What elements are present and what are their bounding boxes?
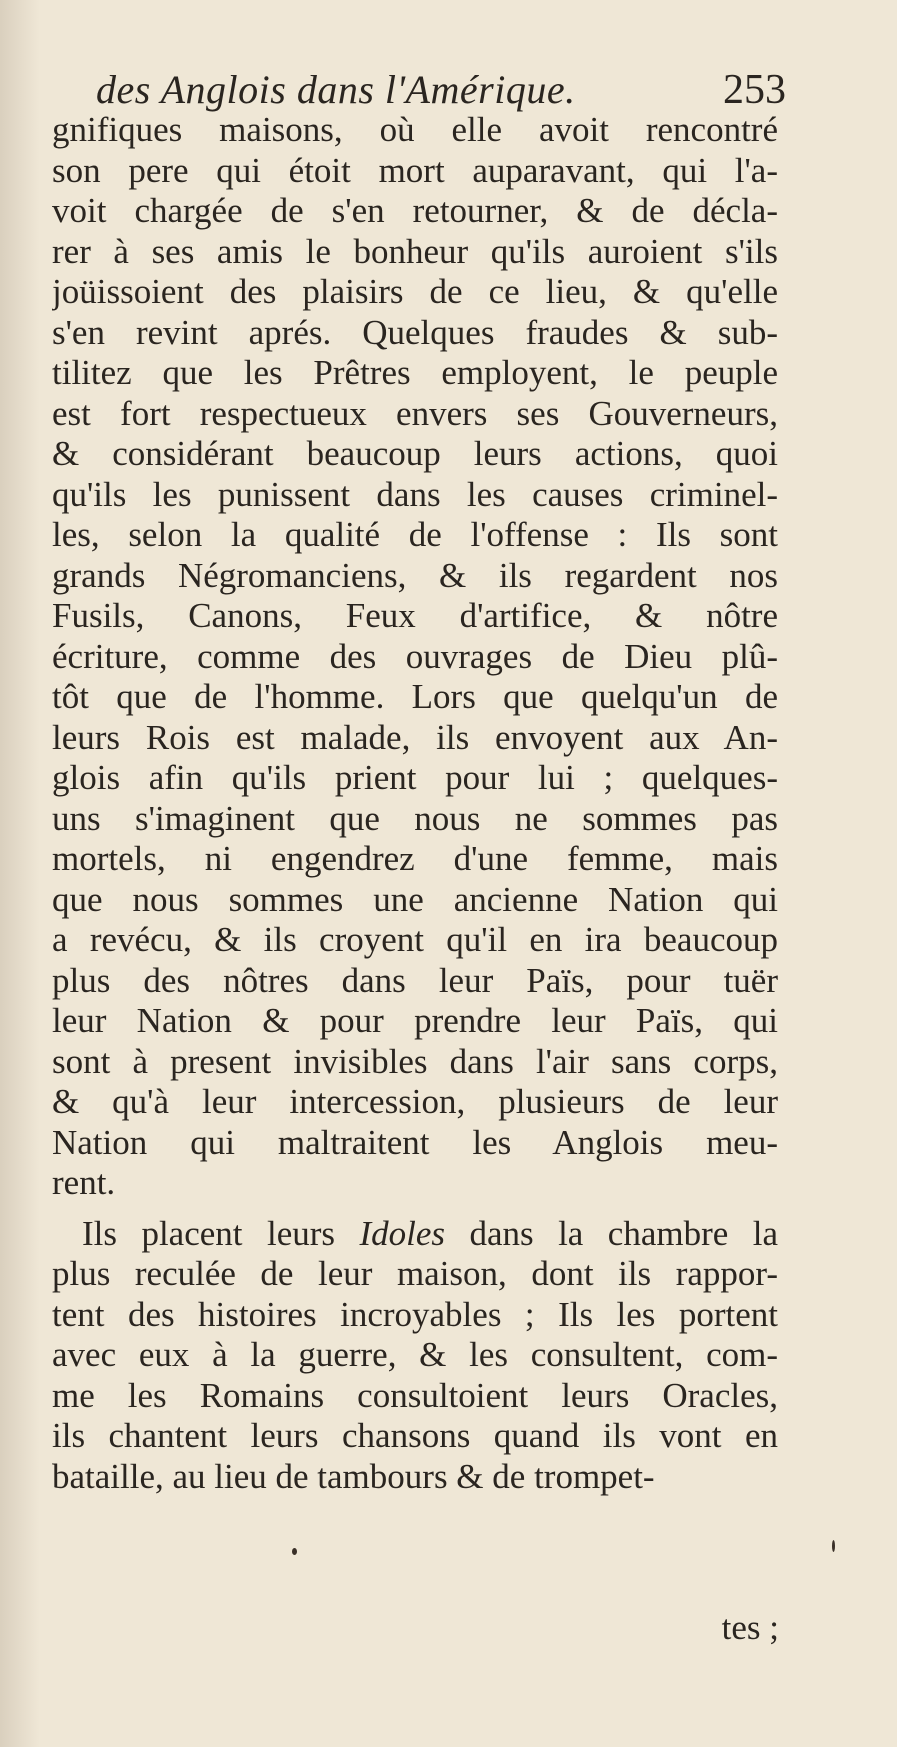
page-number: 253 (723, 67, 786, 113)
text-line: leurs Rois est malade, ils envoyent aux An- (52, 717, 778, 757)
text-line: Ils placent leurs Idoles dans la chambre la (82, 1213, 778, 1253)
running-title: des Anglois dans l'Amérique. (96, 67, 576, 112)
text-line: a revécu, & ils croyent qu'il en ira beaucoup (52, 920, 778, 959)
body-text (52, 110, 778, 1497)
ink-speck (292, 1548, 297, 1555)
gutter-shadow (0, 0, 40, 1747)
paragraph (52, 1214, 778, 1498)
text-line: tilitez que les Prêtres employent, le peuple (52, 353, 778, 392)
text-line: rent. (52, 1163, 116, 1202)
text-line: mortels, ni engendrez d'une femme, mais (52, 839, 778, 878)
text-line: sont à present invisibles dans l'air sans corps, (52, 1041, 778, 1081)
text-line: s'en revint aprés. Quelques fraudes & sub- (52, 312, 778, 352)
text-line: tent des histoires incroyables ; Ils les portent (52, 1294, 778, 1334)
text-line: avec eux à la guerre, & les consultent, com- (52, 1335, 778, 1374)
text-line: Nation qui maltraitent les Anglois meu- (52, 1122, 778, 1162)
text-line: plus des nôtres dans leur Païs, pour tuër (52, 960, 778, 1000)
text-line: ils chantent leurs chansons quand ils vont en (52, 1416, 778, 1455)
text-line: plus reculée de leur maison, dont ils rappor- (52, 1254, 778, 1293)
text-line: & considérant beaucoup leurs actions, quoi (52, 434, 778, 473)
italic-word: Idoles (359, 1213, 446, 1253)
text-line: joüissoient des plaisirs de ce lieu, & qu'elle (52, 272, 778, 311)
text-line: est fort respectueux envers ses Gouverneurs, (52, 393, 778, 433)
text-line: voit chargée de s'en retourner, & de décla- (52, 191, 778, 230)
ink-speck (832, 1540, 835, 1552)
text-line: grands Négromanciens, & ils regardent nos (52, 555, 778, 595)
text-line: que nous sommes une ancienne Nation qui (52, 879, 778, 919)
paragraph (52, 110, 778, 1204)
text-line: rer à ses amis le bonheur qu'ils auroient s'ils (52, 231, 778, 271)
text-line: glois afin qu'ils prient pour lui ; quelques- (52, 758, 778, 797)
text-line: bataille, au lieu de tambours & de trompet- (52, 1456, 655, 1496)
text-line: gnifiques maisons, où elle avoit rencontré (52, 110, 778, 149)
text-line: Fusils, Canons, Feux d'artifice, & nôtre (52, 596, 778, 635)
text-line: tôt que de l'homme. Lors que quelqu'un de (52, 677, 778, 716)
text-line: uns s'imaginent que nous ne sommes pas (52, 798, 778, 838)
catchword: tes ; (721, 1608, 779, 1647)
text-line: son pere qui étoit mort auparavant, qui l'a- (52, 150, 778, 190)
text-line: leur Nation & pour prendre leur Païs, qui (52, 1001, 778, 1040)
text-line: les, selon la qualité de l'offense : Ils sont (52, 515, 778, 554)
text-line: écriture, comme des ouvrages de Dieu plû- (52, 636, 778, 676)
text-line: qu'ils les punissent dans les causes criminel- (52, 474, 778, 514)
text-line: & qu'à leur intercession, plusieurs de leur (52, 1082, 778, 1121)
text-line: me les Romains consultoient leurs Oracles, (52, 1375, 778, 1415)
paragraph-gap (52, 1204, 778, 1214)
